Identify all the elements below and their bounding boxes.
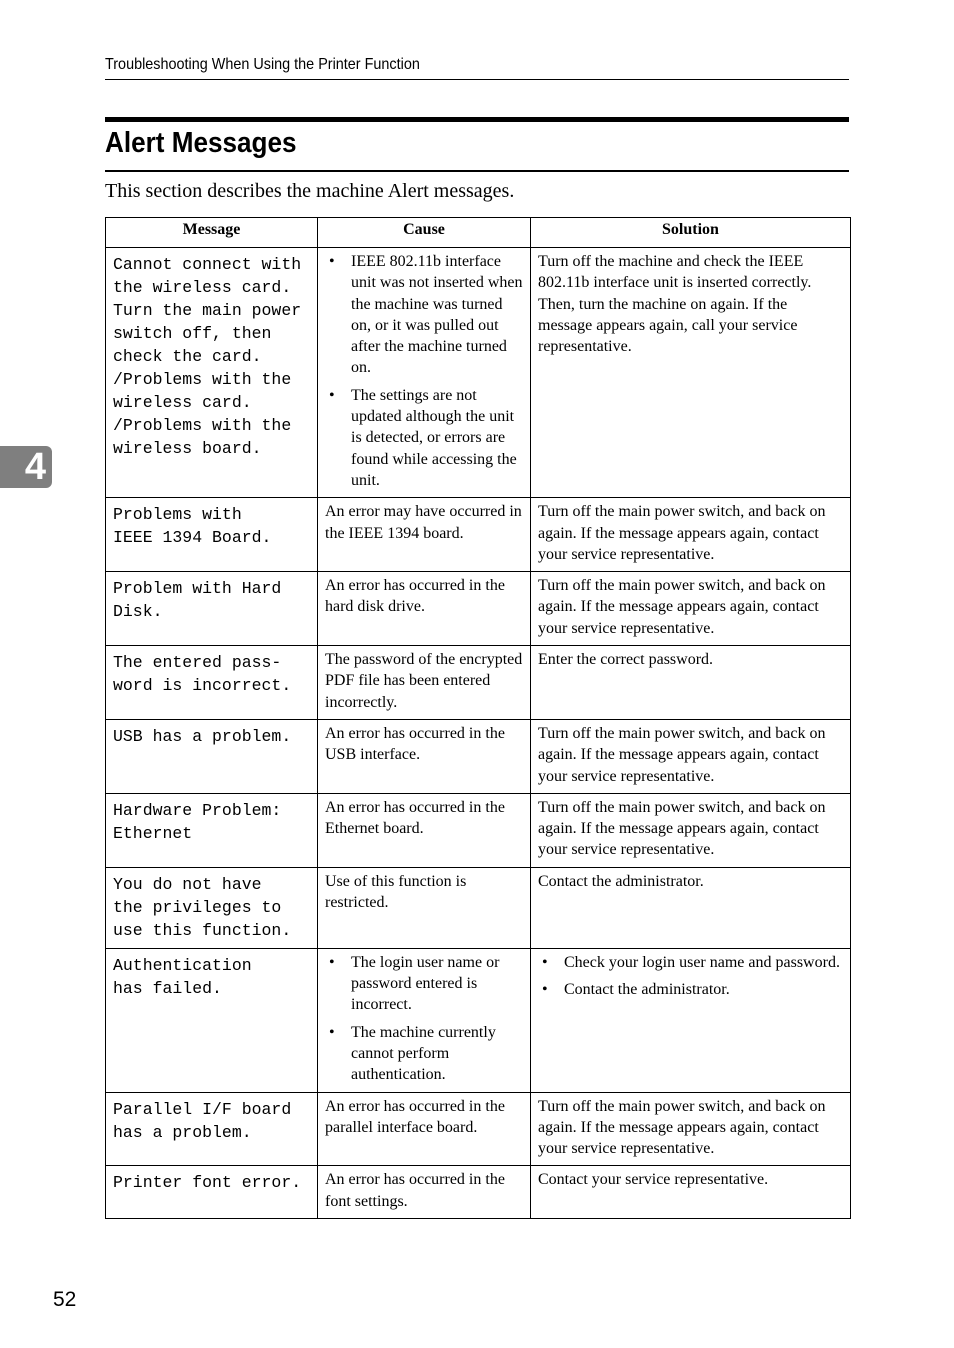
cause-cell bbox=[318, 793, 531, 867]
message-line: Turn the main power bbox=[113, 301, 302, 320]
message-line: use this function. bbox=[113, 920, 292, 940]
cause-text: An error has occurred in the parallel interface board. bbox=[325, 1097, 505, 1136]
solution-text: Contact your service representative. bbox=[538, 1171, 769, 1189]
message-cell bbox=[106, 248, 318, 498]
message-cell bbox=[106, 572, 318, 646]
solution-text: Turn off the main power switch, and back on again. If the message appears again, contact your service representative. bbox=[538, 724, 826, 785]
message-line: wireless board. bbox=[113, 439, 262, 458]
message-line: the wireless card. bbox=[113, 278, 292, 297]
message-line: wireless card. bbox=[113, 393, 252, 412]
message-line: You do not have bbox=[113, 874, 262, 894]
message-line: Ethernet bbox=[113, 823, 193, 843]
message-line: Authentication bbox=[113, 955, 252, 975]
message-line: IEEE 1394 Board. bbox=[113, 528, 272, 548]
table-row bbox=[106, 1166, 851, 1219]
message-line: Problem with Hard bbox=[113, 579, 282, 599]
cause-cell bbox=[318, 248, 531, 498]
table-row bbox=[106, 572, 851, 646]
message-cell bbox=[106, 498, 318, 572]
solution-text: Turn off the main power switch, and back on again. If the message appears again, contact your service representative. bbox=[538, 503, 826, 563]
section-title: Alert Messages bbox=[105, 127, 297, 159]
message-cell bbox=[106, 793, 318, 867]
cause-cell bbox=[318, 1166, 531, 1219]
message-line: Printer font error. bbox=[113, 1173, 302, 1193]
message-line: Disk. bbox=[113, 602, 163, 622]
solution-cell bbox=[531, 719, 851, 793]
title-rule-top bbox=[105, 117, 849, 122]
alert-messages-table bbox=[105, 217, 851, 1219]
table-row bbox=[106, 646, 851, 720]
message-cell bbox=[106, 646, 318, 720]
table-row bbox=[106, 1092, 851, 1166]
column-header-solution: Solution bbox=[531, 218, 851, 248]
cause-bullet-list bbox=[325, 251, 523, 491]
message-cell bbox=[106, 719, 318, 793]
cause-cell bbox=[318, 719, 531, 793]
solution-cell bbox=[531, 248, 851, 498]
message-line: /Problems with the bbox=[113, 416, 292, 435]
cause-cell bbox=[318, 572, 531, 646]
message-cell bbox=[106, 1166, 318, 1219]
message-line: Parallel I/F board bbox=[113, 1099, 292, 1119]
cause-bullet: • The login user name or password entered is incorrect. bbox=[325, 952, 523, 1016]
solution-bullet: • Check your login user name and password. bbox=[538, 952, 843, 973]
message-cell bbox=[106, 948, 318, 1092]
solution-bullet: • Contact the administrator. bbox=[538, 979, 843, 1000]
solution-text: Turn off the main power switch, and back on again. If the message appears again, contact your service representative. bbox=[538, 1097, 826, 1158]
solution-cell bbox=[531, 572, 851, 646]
cause-text: Use of this function is restricted. bbox=[325, 872, 467, 912]
cause-bullet-list bbox=[325, 952, 523, 1086]
cause-cell bbox=[318, 867, 531, 948]
message-line: /Problems with the bbox=[113, 370, 292, 389]
title-rule-bottom bbox=[105, 170, 849, 172]
table-row bbox=[106, 498, 851, 572]
message-line: USB has a problem. bbox=[113, 726, 292, 746]
cause-text: The password of the encrypted PDF file has been entered incorrectly. bbox=[325, 651, 523, 711]
message-line: Hardware Problem: bbox=[113, 800, 282, 820]
solution-bullet-list bbox=[538, 952, 843, 1001]
table-header-row bbox=[106, 218, 851, 248]
cause-text: An error may have occurred in the IEEE 1394 board. bbox=[325, 503, 522, 542]
message-line: has failed. bbox=[113, 978, 222, 998]
cause-bullet: • IEEE 802.11b interface unit was not inserted when the machine was turned on, or it was pulled out after the machine turned on. bbox=[325, 251, 523, 379]
message-line: the privileges to bbox=[113, 897, 282, 917]
cause-text: An error has occurred in the USB interface. bbox=[325, 724, 505, 764]
table-row bbox=[106, 719, 851, 793]
cause-cell bbox=[318, 1092, 531, 1166]
message-line: check the card. bbox=[113, 347, 262, 366]
solution-text: Turn off the main power switch, and back on again. If the message appears again, contact your service representative. bbox=[538, 798, 826, 859]
header-rule bbox=[105, 79, 849, 80]
message-line: Cannot connect with bbox=[113, 255, 302, 274]
message-cell bbox=[106, 867, 318, 948]
solution-cell bbox=[531, 948, 851, 1092]
table-row bbox=[106, 948, 851, 1092]
message-line: has a problem. bbox=[113, 1122, 252, 1142]
cause-text: An error has occurred in the font settings. bbox=[325, 1171, 505, 1210]
solution-text: Turn off the machine and check the IEEE 802.11b interface unit is inserted correctly. Then, turn the machine on again. If the message appears again, call your service representative. bbox=[538, 253, 812, 356]
solution-cell bbox=[531, 793, 851, 867]
cause-bullet: • The machine currently cannot perform authentication. bbox=[325, 1022, 523, 1086]
cause-cell bbox=[318, 498, 531, 572]
cause-bullet: • The settings are not updated although the unit is detected, or errors are found while accessing the unit. bbox=[325, 385, 523, 491]
message-line: The entered pass- bbox=[113, 653, 282, 673]
section-intro: This section describes the machine Alert messages. bbox=[105, 180, 515, 202]
message-line: word is incorrect. bbox=[113, 676, 292, 696]
solution-text: Turn off the main power switch, and back on again. If the message appears again, contact your service representative. bbox=[538, 577, 826, 637]
cause-text: An error has occurred in the Ethernet board. bbox=[325, 798, 505, 838]
solution-text: Contact the administrator. bbox=[538, 872, 704, 890]
column-header-cause: Cause bbox=[318, 218, 531, 248]
cause-cell bbox=[318, 948, 531, 1092]
solution-cell bbox=[531, 498, 851, 572]
message-line: switch off, then bbox=[113, 324, 272, 343]
solution-cell bbox=[531, 1092, 851, 1166]
table-row bbox=[106, 867, 851, 948]
cause-text: An error has occurred in the hard disk drive. bbox=[325, 577, 505, 616]
solution-cell bbox=[531, 646, 851, 720]
message-line: Problems with bbox=[113, 505, 242, 525]
solution-cell bbox=[531, 867, 851, 948]
chapter-tab: 4 bbox=[0, 446, 52, 488]
message-cell bbox=[106, 1092, 318, 1166]
table-row bbox=[106, 248, 851, 498]
solution-cell bbox=[531, 1166, 851, 1219]
page-number: 52 bbox=[53, 1288, 77, 1311]
column-header-message: Message bbox=[106, 218, 318, 248]
solution-text: Enter the correct password. bbox=[538, 651, 714, 669]
table-row bbox=[106, 793, 851, 867]
cause-cell bbox=[318, 646, 531, 720]
running-header: Troubleshooting When Using the Printer Function bbox=[105, 56, 420, 73]
